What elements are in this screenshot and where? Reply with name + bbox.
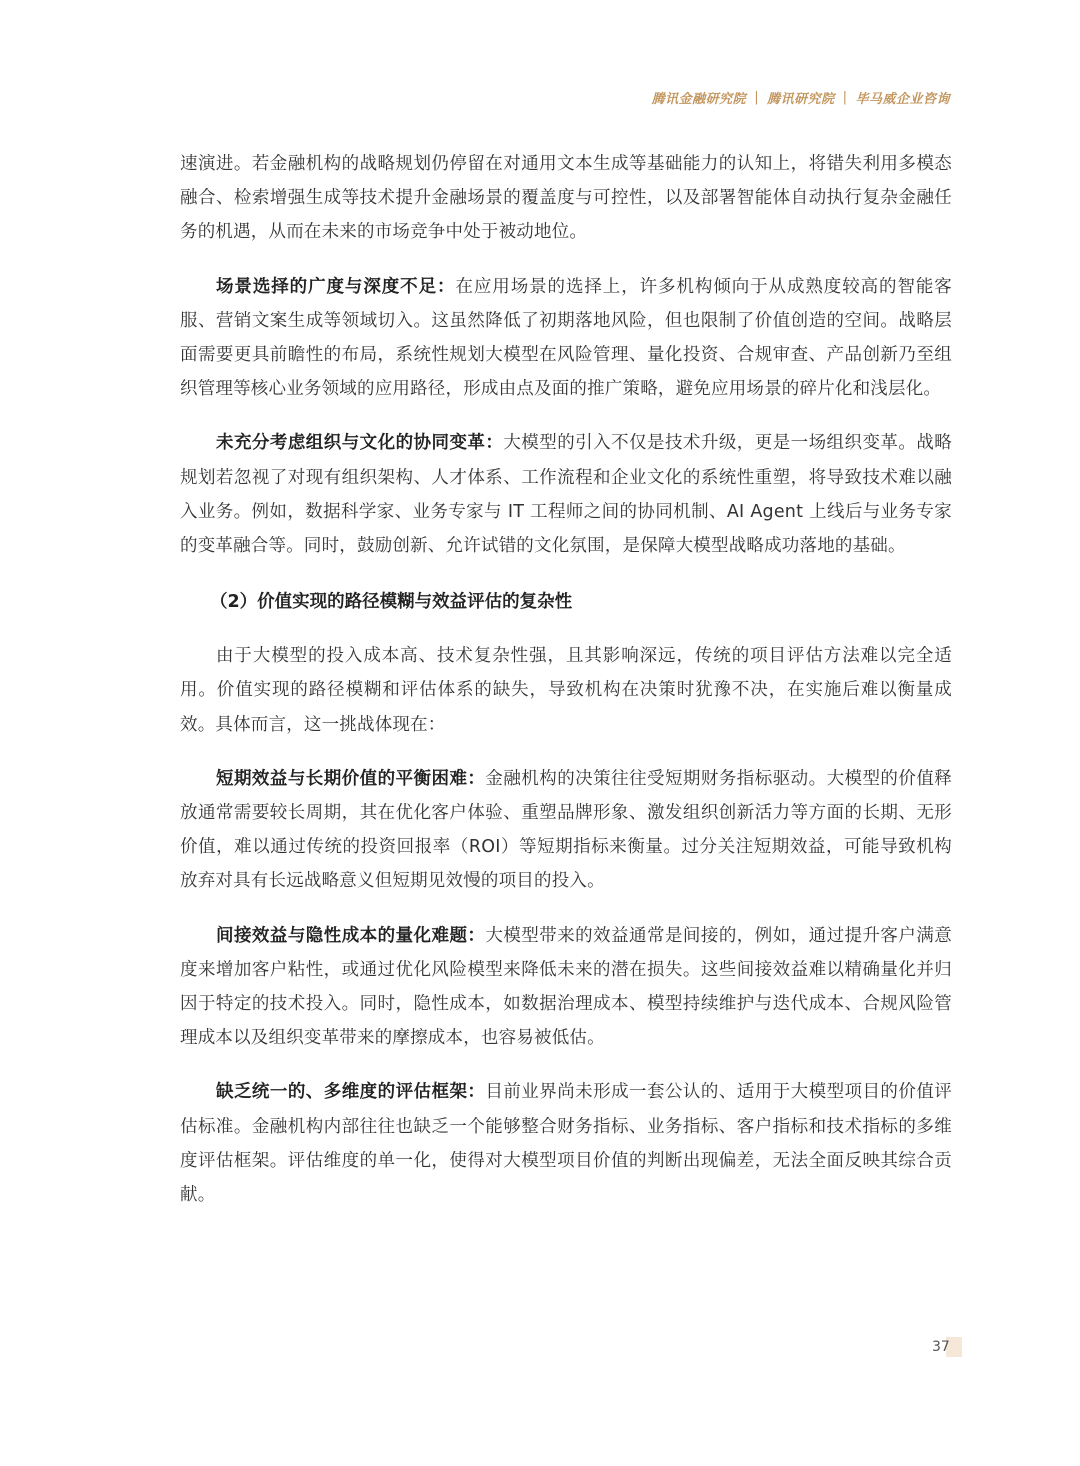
paragraph-lead: 缺乏统一的、多维度的评估框架：	[216, 1082, 486, 1103]
body-paragraph	[180, 147, 952, 250]
header-org-tencent-research: 腾讯研究院	[767, 92, 835, 107]
body-paragraph	[180, 762, 952, 899]
paragraph-lead: 短期效益与长期价值的平衡困难：	[216, 768, 486, 789]
paragraph-text: 在应用场景的选择上，许多机构倾向于从成熟度较高的智能客服、营销文案生成等领域切入。这虽然降低了初期落地风险，但也限制了价值创造的空间。战略层面需要更具前瞻性的布局，系统性规划大模型在风险管理、量化投资、合规审查、产品创新乃至组织管理等核心业务领域的应用路径，形成由点及面的推广策略，避免应用场景的碎片化和浅层化。	[180, 276, 952, 400]
page-header	[652, 88, 950, 107]
paragraph-lead: 未充分考虑组织与文化的协同变革：	[216, 433, 504, 454]
header-org-tencent-finance: 腾讯金融研究院	[651, 92, 747, 107]
body-paragraph	[180, 270, 952, 407]
header-separator: |	[842, 90, 848, 105]
body-paragraph	[180, 639, 952, 742]
paragraph-text: 金融机构的决策往往受短期财务指标驱动。大模型的价值释放通常需要较长周期，其在优化客户体验、重塑品牌形象、激发组织创新活力等方面的长期、无形价值，难以通过传统的投资回报率（ROI）等短期指标来衡量。过分关注短期效益，可能导致机构放弃对具有长远战略意义但短期见效慢的项目的投入。	[180, 768, 953, 892]
paragraph-text: 大模型带来的效益通常是间接的，例如，通过提升客户满意度来增加客户粘性，或通过优化风险模型来降低未来的潜在损失。这些间接效益难以精确量化并归因于特定的技术投入。同时，隐性成本，如数据治理成本、模型持续维护与迭代成本、合规风险管理成本以及组织变革带来的摩擦成本，也容易被低估。	[180, 925, 953, 1049]
paragraph-text: 大模型的引入不仅是技术升级，更是一场组织变革。战略规划若忽视了对现有组织架构、人才体系、工作流程和企业文化的系统性重塑，将导致技术难以融入业务。例如，数据科学家、业务专家与 IT 工程师之间的协同机制、AI Agent 上线后与业务专家的变革融合等。同时，鼓励创新、允许试错的文化氛围，是保障大模型战略成功落地的基础。	[180, 433, 953, 557]
paragraph-text: 由于大模型的投入成本高、技术复杂性强，且其影响深远，传统的项目评估方法难以完全适用。价值实现的路径模糊和评估体系的缺失，导致机构在决策时犹豫不决，在实施后难以衡量成效。具体而言，这一挑战体现在：	[180, 646, 952, 735]
page-number	[926, 1337, 962, 1357]
paragraph-lead: 场景选择的广度与深度不足：	[216, 276, 456, 297]
header-separator: |	[754, 90, 760, 105]
body-paragraph	[180, 919, 952, 1056]
page-number-text: 37	[932, 1339, 950, 1355]
header-org-kpmg: 毕马威企业咨询	[855, 92, 950, 107]
paragraph-text: 速演进。若金融机构的战略规划仍停留在对通用文本生成等基础能力的认知上，将错失利用多模态融合、检索增强生成等技术提升金融场景的覆盖度与可控性，以及部署智能体自动执行复杂金融任务的机遇，从而在未来的市场竞争中处于被动地位。	[180, 154, 952, 243]
body-paragraph	[180, 1075, 952, 1212]
body-paragraph	[180, 426, 952, 563]
section-heading: （2）价值实现的路径模糊与效益评估的复杂性	[210, 592, 573, 613]
page-body	[180, 147, 952, 1212]
paragraph-text: 目前业界尚未形成一套公认的、适用于大模型项目的价值评估标准。金融机构内部往往也缺乏一个能够整合财务指标、业务指标、客户指标和技术指标的多维度评估框架。评估维度的单一化，使得对大模型项目价值的判断出现偏差，无法全面反映其综合贡献。	[180, 1082, 953, 1206]
paragraph-lead: 间接效益与隐性成本的量化难题：	[216, 925, 486, 946]
